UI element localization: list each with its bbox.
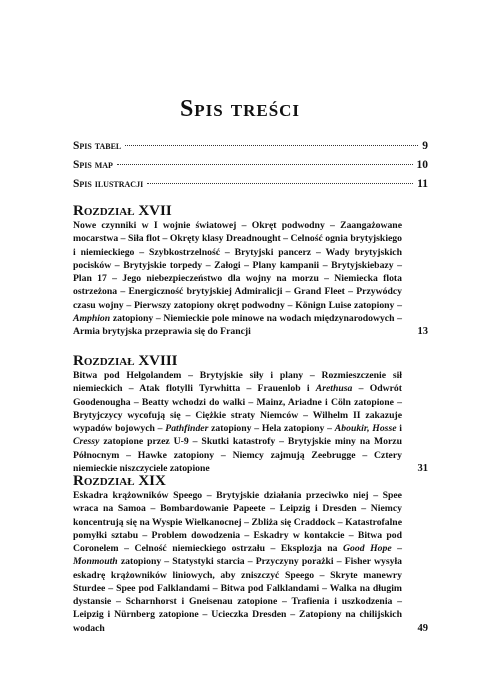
chapter-page-number: 49	[417, 622, 428, 634]
chapter-xviii[interactable]	[73, 353, 428, 475]
summary-text: Nowe czynniki w I wojnie światowej – Okręt podwodny – Zaangażowane mocarstwa – Siła flot – Okręty klasy Dreadnought – Celność ognia brytyjskiego i niemieckiego – Szybkostrzelność – Brytyjski pancerz – Wady brytyjskich pocisków – Brytyjskie torpedy – Załogi – Plany kampanii – Brytyjskiebazy – Plan 17 – Jego niebezpieczeństwo dla wojny na morzu – Niemiecka flota ostrzeżona – Energiczność brytyjskiej Admiralicji – Grand Fleet – Przywódcy czasu wojny – Pierwszy zatopiony okręt podwodny – Könign Luise zatopiony –	[73, 220, 402, 311]
toc-entry-maps[interactable]	[73, 159, 428, 173]
summary-text: zatopione przez U-9 – Skutki katastrofy – Brytyjskie miny na Morzu Północnym – Hawke zatopiony – Niemcy zajmują Zeebrugge – Cztery niemieckie niszczyciele zatopione	[73, 436, 402, 474]
ship-name: Amphion	[73, 312, 111, 324]
summary-text: Bitwa pod Helgolandem – Brytyjskie siły i plany – Rozmieszczenie sił niemieckich – Atak flotylli Tyrwhitta – Frauenlob i	[73, 370, 402, 395]
dot-leader	[117, 164, 413, 165]
ship-name: Monmouth	[73, 556, 118, 568]
ship-name: Good Hope	[343, 543, 392, 554]
toc-entry-label: Spis tabel	[73, 140, 122, 152]
toc-entry-illustrations[interactable]	[73, 178, 428, 192]
chapter-summary	[73, 489, 428, 635]
ship-name: Arethusa	[315, 383, 353, 395]
summary-text: zatopiony – Hela zatopiony –	[208, 423, 335, 434]
chapter-heading: Rozdział XVII	[73, 203, 172, 219]
page-title: Spis treści	[179, 96, 301, 122]
dot-leader	[147, 183, 413, 184]
chapter-heading: Rozdział XIX	[73, 473, 166, 489]
toc-entry-label: Spis map	[73, 159, 113, 171]
toc-entry-page: 11	[417, 178, 428, 190]
chapter-page-number: 13	[417, 326, 428, 338]
chapter-summary	[73, 369, 428, 475]
toc-entry-tables[interactable]	[73, 140, 428, 154]
ship-name: Pathfinder	[165, 423, 209, 434]
toc-entry-page: 9	[422, 140, 428, 152]
summary-text: i	[396, 423, 402, 434]
summary-text: –	[391, 543, 402, 554]
toc-entry-page: 10	[416, 159, 428, 171]
toc-entry-label: Spis ilustracji	[73, 178, 144, 190]
chapter-page-number: 31	[417, 463, 428, 474]
chapter-xvii[interactable]	[73, 203, 428, 338]
ship-name: Cressy	[73, 436, 100, 448]
summary-text: – Odwrót Goodenougha – Beatty wchodzi do walki – Mainz, Ariadne i Cöln zatopione – Brytyjczycy wycofują się – Ciężkie straty Niemców – Wilhelm II zakazuje wypadów bojowych –	[73, 383, 402, 434]
summary-text: zatopiony – Niemieckie pole minowe na wodach międzynarodowych – Armia brytyjska przeprawia się do Francji	[73, 312, 402, 337]
chapter-summary	[73, 219, 428, 338]
ship-name: Aboukir, Hosse	[334, 423, 397, 434]
summary-text: zatopiony – Statystyki starcia – Przyczyny porażki – Fisher wysyła eskadrę krążowników liniowych, aby zniszczyć Speego – Skryte manewry Sturdee – Spee pod Falklandami – Bitwa pod Falklandami – Walka na długim dystansie – Scharnhorst i Gneisenau zatopione – Trafienia i uszkodzenia – Leipzig i Nürnberg zatopione – Ucieczka Dresden – Zatopiony na chilijskich wodach	[73, 556, 402, 634]
chapter-heading: Rozdział XVIII	[73, 353, 178, 369]
chapter-xix[interactable]	[73, 473, 428, 635]
summary-text: Eskadra krążowników Speego – Brytyjskie działania przeciwko niej – Spee wraca na Samoa – Bombardowanie Papeete – Leipzig i Dresden – Niemcy koncentrują się na Wyspie Wielkanocnej – Zbliża się Craddock – Katastrofalne pomyłki sztabu – Problem dowodzenia – Eskadry w kontakcie – Bitwa pod Coronelem – Celność niemieckiego ostrzału – Eksplozja na	[73, 490, 402, 554]
dot-leader	[125, 145, 418, 146]
